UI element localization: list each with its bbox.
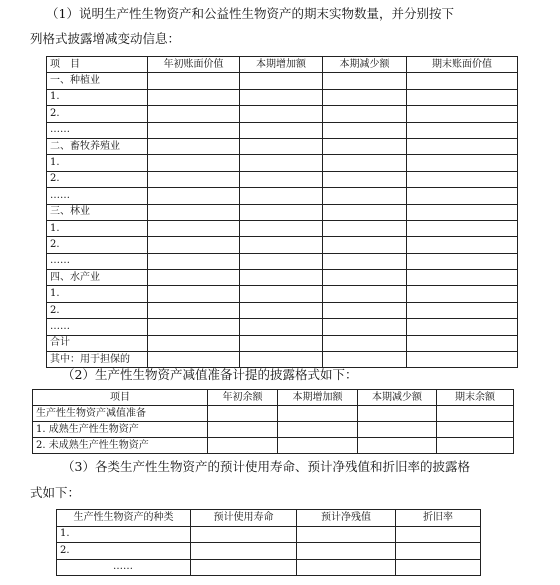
empty-cell: [240, 138, 323, 154]
paragraph-2: （2）生产性生物资产减值准备计提的披露格式如下：: [62, 367, 358, 382]
table-row: [47, 188, 518, 204]
paragraph-3-line-1: （3）各类生产性生物资产的预计使用寿命、预计净残值和折旧率的披露格: [62, 459, 470, 474]
empty-cell: [191, 559, 297, 576]
row-label: ……: [57, 559, 191, 576]
row-label: 2.: [47, 171, 148, 187]
empty-cell: [358, 422, 437, 438]
table-row: [33, 438, 514, 454]
empty-cell: [148, 171, 240, 187]
empty-cell: [148, 286, 240, 302]
row-label: 2.: [57, 543, 191, 560]
table-row: [47, 171, 518, 187]
table-row: [47, 138, 518, 154]
empty-cell: [240, 171, 323, 187]
table-row: [33, 406, 514, 422]
empty-cell: [407, 122, 518, 138]
empty-cell: [323, 188, 407, 204]
empty-cell: [407, 286, 518, 302]
empty-cell: [148, 106, 240, 122]
table-row: [47, 237, 518, 253]
empty-cell: [240, 220, 323, 236]
paragraph-1-line-2: 列格式披露增减变动信息：: [30, 31, 181, 46]
table-row: [47, 270, 518, 286]
empty-cell: [208, 422, 278, 438]
row-label: 2. 未成熟生产性生物资产: [33, 438, 208, 454]
empty-cell: [148, 89, 240, 105]
empty-cell: [396, 559, 481, 576]
empty-cell: [297, 543, 396, 560]
empty-cell: [323, 73, 407, 89]
row-label: 1.: [47, 89, 148, 105]
table-row: [57, 543, 481, 560]
table-row: [47, 319, 518, 335]
header-closing-book-value: 期末账面价值: [407, 57, 518, 73]
header-current-increase: 本期增加额: [240, 57, 323, 73]
row-label: ……: [47, 122, 148, 138]
empty-cell: [240, 286, 323, 302]
empty-cell: [240, 155, 323, 171]
table-row: [47, 73, 518, 89]
header-current-increase: 本期增加额: [278, 390, 358, 406]
paragraph-1-line-1: （1）说明生产性生物资产和公益性生物资产的期末实物数量，并分别按下: [46, 6, 454, 21]
table-row: [47, 352, 518, 368]
table-header-row: [33, 390, 514, 406]
empty-cell: [323, 237, 407, 253]
table-row: [47, 335, 518, 351]
header-asset-category: 生产性生物资产的种类: [57, 510, 191, 527]
empty-cell: [148, 138, 240, 154]
table-row: [47, 253, 518, 269]
empty-cell: [323, 171, 407, 187]
empty-cell: [437, 422, 514, 438]
empty-cell: [148, 335, 240, 351]
row-label: 一、种植业: [47, 73, 148, 89]
empty-cell: [148, 237, 240, 253]
empty-cell: [148, 155, 240, 171]
empty-cell: [407, 302, 518, 318]
header-opening-balance: 年初余额: [208, 390, 278, 406]
header-closing-balance: 期末余额: [437, 390, 514, 406]
paragraph-3-line-2: 式如下：: [30, 485, 81, 500]
empty-cell: [278, 422, 358, 438]
empty-cell: [323, 302, 407, 318]
empty-cell: [358, 438, 437, 454]
empty-cell: [148, 302, 240, 318]
empty-cell: [148, 204, 240, 220]
empty-cell: [323, 106, 407, 122]
impairment-provision-table: [32, 389, 514, 454]
empty-cell: [407, 73, 518, 89]
empty-cell: [323, 89, 407, 105]
table-row: [47, 286, 518, 302]
empty-cell: [437, 406, 514, 422]
empty-cell: [407, 204, 518, 220]
header-opening-book-value: 年初账面价值: [148, 57, 240, 73]
empty-cell: [407, 237, 518, 253]
row-label: 1.: [57, 526, 191, 543]
row-label: 1.: [47, 286, 148, 302]
row-label: 生产性生物资产减值准备: [33, 406, 208, 422]
empty-cell: [323, 204, 407, 220]
empty-cell: [240, 270, 323, 286]
row-label: 2.: [47, 106, 148, 122]
empty-cell: [208, 438, 278, 454]
row-label: 1.: [47, 220, 148, 236]
empty-cell: [240, 122, 323, 138]
empty-cell: [240, 319, 323, 335]
biological-assets-change-table: [46, 56, 518, 368]
empty-cell: [323, 138, 407, 154]
empty-cell: [148, 352, 240, 368]
empty-cell: [148, 188, 240, 204]
empty-cell: [278, 406, 358, 422]
empty-cell: [323, 155, 407, 171]
empty-cell: [240, 204, 323, 220]
empty-cell: [407, 352, 518, 368]
table-row: [47, 220, 518, 236]
depreciation-disclosure-table: [56, 509, 481, 576]
empty-cell: [396, 543, 481, 560]
table-row: [57, 526, 481, 543]
empty-cell: [407, 319, 518, 335]
empty-cell: [407, 253, 518, 269]
empty-cell: [323, 319, 407, 335]
empty-cell: [240, 335, 323, 351]
empty-cell: [437, 438, 514, 454]
empty-cell: [240, 253, 323, 269]
row-label: 1. 成熟生产性生物资产: [33, 422, 208, 438]
table-row: [33, 422, 514, 438]
header-useful-life: 预计使用寿命: [191, 510, 297, 527]
table-row: [47, 106, 518, 122]
header-residual-value: 预计净残值: [297, 510, 396, 527]
empty-cell: [323, 286, 407, 302]
empty-cell: [240, 106, 323, 122]
empty-cell: [407, 138, 518, 154]
header-depreciation-rate: 折旧率: [396, 510, 481, 527]
empty-cell: [407, 171, 518, 187]
empty-cell: [278, 438, 358, 454]
empty-cell: [323, 270, 407, 286]
row-label: 2.: [47, 302, 148, 318]
empty-cell: [407, 106, 518, 122]
empty-cell: [297, 526, 396, 543]
empty-cell: [240, 352, 323, 368]
row-label: 2.: [47, 237, 148, 253]
empty-cell: [148, 253, 240, 269]
row-label: 二、畜牧养殖业: [47, 138, 148, 154]
empty-cell: [323, 122, 407, 138]
header-current-decrease: 本期减少额: [358, 390, 437, 406]
empty-cell: [148, 220, 240, 236]
header-item: 项 目: [47, 57, 148, 73]
empty-cell: [396, 526, 481, 543]
empty-cell: [407, 188, 518, 204]
empty-cell: [208, 406, 278, 422]
row-label: ……: [47, 253, 148, 269]
empty-cell: [297, 559, 396, 576]
empty-cell: [191, 526, 297, 543]
empty-cell: [407, 89, 518, 105]
row-label: ……: [47, 188, 148, 204]
empty-cell: [148, 122, 240, 138]
row-label: 三、林业: [47, 204, 148, 220]
empty-cell: [240, 188, 323, 204]
table-header-row: [57, 510, 481, 527]
empty-cell: [148, 73, 240, 89]
empty-cell: [407, 270, 518, 286]
empty-cell: [240, 302, 323, 318]
table-row: [47, 155, 518, 171]
header-item: 项目: [33, 390, 208, 406]
empty-cell: [240, 73, 323, 89]
empty-cell: [240, 237, 323, 253]
empty-cell: [323, 352, 407, 368]
empty-cell: [407, 335, 518, 351]
table-row: [47, 89, 518, 105]
empty-cell: [240, 89, 323, 105]
table-header-row: [47, 57, 518, 73]
row-label: ……: [47, 319, 148, 335]
table-row: [57, 559, 481, 576]
empty-cell: [407, 220, 518, 236]
empty-cell: [407, 155, 518, 171]
row-label: 四、水产业: [47, 270, 148, 286]
table-row: [47, 122, 518, 138]
empty-cell: [191, 543, 297, 560]
empty-cell: [323, 220, 407, 236]
header-current-decrease: 本期减少额: [323, 57, 407, 73]
table-row: [47, 204, 518, 220]
row-label: 其中：用于担保的: [47, 352, 148, 368]
table-row: [47, 302, 518, 318]
empty-cell: [148, 319, 240, 335]
empty-cell: [323, 335, 407, 351]
empty-cell: [323, 253, 407, 269]
row-label: 1.: [47, 155, 148, 171]
empty-cell: [148, 270, 240, 286]
empty-cell: [358, 406, 437, 422]
row-label: 合计: [47, 335, 148, 351]
